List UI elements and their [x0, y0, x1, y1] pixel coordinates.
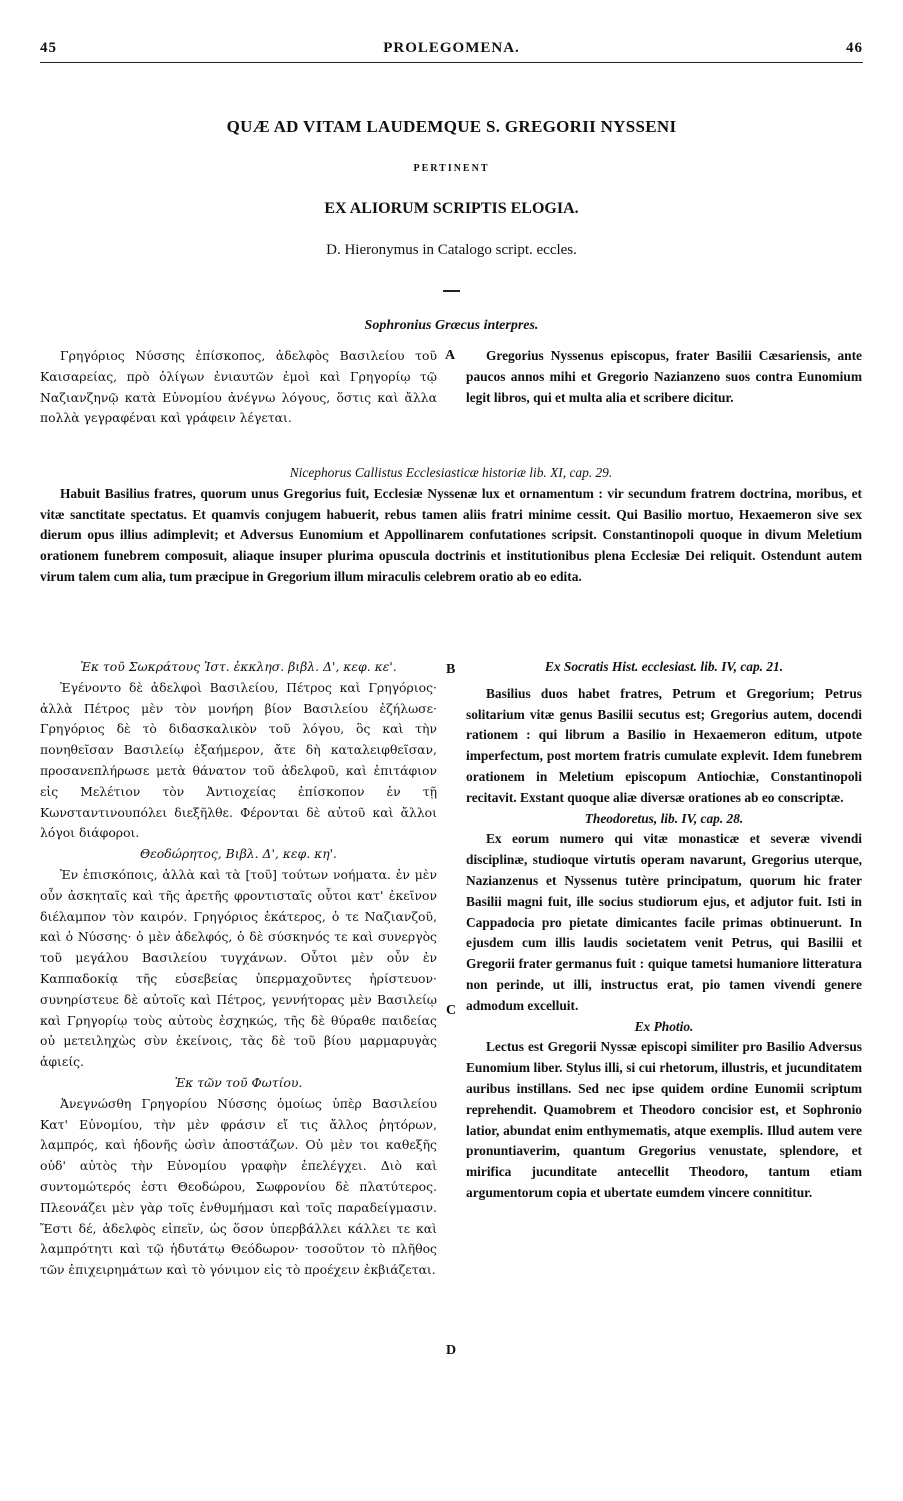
margin-marker-d: D: [446, 1343, 457, 1358]
latin-sophronius: Gregorius Nyssenus episcopus, frater Basilii Cæsariensis, ante paucos annos mihi et Gregorio Nazianzeno suos contra Eunomium legit libros, qui et multa alia et scribere dicitur.: [466, 348, 862, 405]
greek-sophronius: Γρηγόριος Νύσσης ἐπίσκοπος, ἀδελφὸς Βασιλείου τοῦ Καισαρείας, πρὸ ὀλίγων ἐνιαυτῶν ἐμοὶ καὶ Γρηγορίῳ τῷ Ναζιανζηνῷ κατὰ Εὐνομίου ἀνέγνω λόγους, ὅστις καὶ ἄλλα πολλὰ γεγραφέναι καὶ γράφειν λέγεται.: [40, 348, 437, 426]
greek-heading-photius: Ἐκ τῶν τοῦ Φωτίου.: [174, 1074, 303, 1090]
latin-sophronius-column: [466, 346, 862, 408]
separator-dash: [443, 290, 460, 292]
margin-marker-c: C: [446, 1003, 457, 1018]
greek-socrates: Ἐγένοντο δὲ ἀδελφοὶ Βασιλείου, Πέτρος καὶ Γρηγόριος· ἀλλὰ Πέτρος μὲν τὸν μονήρη βίον Βασιλείου ἐζήλωσε· Γρηγόριος δὲ τὸ διδασκαλικὸν τοῦ λόγου, ὃς καὶ τὴν πονηθεῖσαν Βασιλείῳ ἑξαήμερον, ἄτε δὴ καταλειφθεῖσαν, προσανεπλήρωσε μετὰ θάνατον τοῦ ἀδελφοῦ, καὶ ἐπιτάφιον εἰς Μελέτιον τὸν Ἀντιοχείας ἐπίσκοπον ἐν τῇ Κωνσταντινουπόλει διεξῆλθε. Φέρονται δὲ αὐτοῦ καὶ ἄλλοι λόγοι διάφοροι.: [40, 679, 437, 841]
latin-photius: Lectus est Gregorii Nyssæ episcopi similiter pro Basilio Adversus Eunomium liber. Stylus illi, si cui rhetorum, illustris, et jucunditatem auribus instillans. Sed nec ipse quidem ordine Eunomii scriptum reprehendit. Quamobrem et Theodoro concisior est, et Sophronio latior, abundat enim enthymematis, atque exemplis. Illud autem vere pronuntiaverim, quantum Gregorius venustate, splendore, et mirifica jucunditate antecellit Theodoro, tantum etiam argumentorum copia et ubertate eumdem vincere connititur.: [466, 1039, 862, 1200]
page-number-right: 46: [846, 40, 863, 56]
running-title: PROLEGOMENA.: [383, 40, 520, 56]
latin-heading-photius: Ex Photio.: [634, 1018, 694, 1034]
latin-heading-theodoret: Theodoretus, lib. IV, cap. 28.: [584, 810, 744, 826]
latin-column: [466, 657, 862, 1204]
latin-theodoret: Ex eorum numero qui vitæ monasticæ et severæ vivendi disciplinæ, studioque virtutis operam navarunt, Gregorius uterque, Nazianzenus et Nyssenus tutère principatum, quorum hic frater Basilii magni fuit, ille socius studiorum ejus, et adjutor fuit. Isti in Cappadocia pro pietate dimicantes facile primas obtinuerunt. In ejusdem cum illis laudis societatem venit Petrus, qui Basilii et Gregorii frater germanus fuit : quique tametsi humaniore litteratura non perinde, ut illi, instructus erat, pio tamen vivendi genere admodum excelluit.: [466, 831, 862, 1013]
greek-theodoret: Ἐν ἐπισκόποις, ἀλλὰ καὶ τὰ [τοῦ] τούτων νοήματα. ἐν μὲν οὖν ἀσκηταῖς καὶ τῆς ἀρετῆς φροντισταῖς οὗτοι κατ' ἐκεῖνον διέλαμπον τὸν καιρόν. Γρηγόριος ἑκάτερος, ὁ τε Ναζιανζοῦ, καὶ ὁ Νύσσης· ὁ μὲν ἀδελφός, ὁ δὲ σύσκηνός τε καὶ συνεργὸς τοῦ μεγάλου Βασιλείου τυγχάνων. Οὗτοι μὲν οὖν ἐν Καππαδοκίᾳ τῆς εὐσεβείας ὑπερμαχοῦντες ἠρίστευον· συνηρίστευε δὲ αὐτοῖς καὶ Πέτρος, γεννήτορας μὲν Βασιλείῳ καὶ Γρηγορίῳ τοὺς αὐτοὺς ἐσχηκώς, τῆς δὲ θύραθε παιδείας οὐ μετειληχὼς σὺν ἐκείνοις, τὰς δὲ τοῦ βίου μαρμαρυγὰς ἀφιείς.: [40, 866, 437, 1070]
source-line: D. Hieronymus in Catalogo script. eccles.: [326, 242, 577, 258]
subtitle-small: PERTINENT: [413, 163, 490, 174]
greek-heading-socrates: Ἐκ τοῦ Σωκράτους Ἱστ. ἐκκλησ. βιβλ. Δ', κεφ. κε'.: [80, 659, 397, 674]
nicephorus-block: [40, 463, 862, 588]
greek-column: [40, 657, 437, 1281]
greek-photius: Ἀνεγνώσθη Γρηγορίου Νύσσης ὁμοίως ὑπὲρ Βασιλείου Κατ' Εὐνομίου, τὴν μὲν φράσιν εἴ τις ἄλλος ῥητόρων, λαμπρός, καὶ ἡδονῆς ὠσὶν ἀποστάζων. Οὐ μὲν τοι καθεξῆς οὐδ' αὐτὸς τὴν Εὐνομίου γραφὴν ἐπελέγχει. Διὸ καὶ συντομώτερός ἐστι Θεοδώρου, Σωφρονίου δὲ πλατύτερος. Πλεονάζει μὲν γὰρ τοῖς ἐνθυμήμασι καὶ τοῖς παραδείγμασιν. Ἔστι δέ, ἀδελφὸς εἰπεῖν, ὡς ὅσον ὑπερβάλλει κάλλει τε καὶ λαμπρότητι καὶ τῷ ἡδυτάτῳ Θεόδωρον· τοσοῦτον τὸ πλῆθος τῶν ἐπιχειρημάτων καὶ τὸ γόνιμον εἰς τὸ προέχειν ἐκβιάζεται.: [40, 1095, 437, 1278]
section-nicephorus: Nicephorus Callistus Ecclesiasticæ historiæ lib. XI, cap. 29.: [289, 465, 613, 480]
subtitle: EX ALIORUM SCRIPTIS ELOGIA.: [324, 200, 579, 217]
greek-sophronius-column: [40, 346, 437, 429]
nicephorus-text: Habuit Basilius fratres, quorum unus Gregorius fuit, Ecclesiæ Nyssenæ lux et ornamentum : vir secundum fratrem doctrina, moribus, et vitæ sanctitate spectatus. Et quamvis conjugem habuerit, rebus tamen aliis fratri minime cessit. Qui Basilio mortuo, Hexaemeron sive sex dierum opus illius adimplevit; et Adversus Eunomium et Appollinarem confutationes scripsit. Constantinopoli quoque in divum Meletium orationem funebrem composuit, aliaque insuper plurima opuscula doctrinis et institutionibus plena Ecclesiæ Dei reliquit. Ostendunt autem virum talem cum alia, tum præcipue in Gregorium illum miraculis celebrem oratio ab eo edita.: [40, 485, 862, 584]
section-sophronius: Sophronius Græcus interpres.: [364, 318, 539, 333]
latin-heading-socrates: Ex Socratis Hist. ecclesiast. lib. IV, cap. 21.: [544, 659, 784, 674]
header-rule: [40, 62, 863, 63]
margin-marker-b: B: [446, 662, 456, 677]
latin-socrates: Basilius duos habet fratres, Petrum et Gregorium; Petrus solitarium vitæ genus Basilii secutus est; Gregorius autem, docendi rationem : qui librum a Basilio in Hexaemeron editum, utpote imperfectum, post mortem fratris cumulate explevit. Idem funebrem orationem in Meletium episcopum Antiochiæ, Constantinopoli recitavit. Exstant quoque aliæ diversæ orationes ab eo conscriptæ.: [466, 685, 862, 805]
greek-heading-theodoret: Θεοδώρητος, Βιβλ. Δ', κεφ. κη'.: [140, 846, 337, 862]
document-title: QUÆ AD VITAM LAUDEMQUE S. GREGORII NYSSENI: [226, 117, 677, 136]
page-number-left: 45: [40, 40, 57, 56]
margin-marker-a: A: [445, 348, 456, 363]
